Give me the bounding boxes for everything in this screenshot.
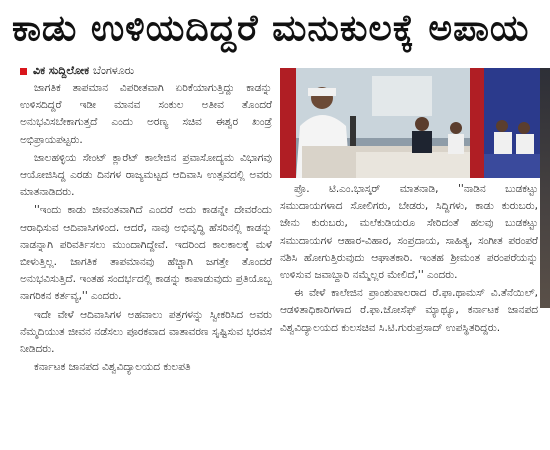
paragraph: ಈ ವೇಳೆ ಕಾಲೇಜಿನ ಪ್ರಾಂಶುಪಾಲರಾದ ರೆ.ಫಾ.ಥಾಮಸ್ ವಿ.ತೆನೆಯಿಲ್, ಆಡಳಿತಾಧಿಕಾರಿಗಳಾದ ರೆ.ಫಾ.ಜೋಸೆಫ್ ಮ್ಯಾಥ್ಯೂ, ಕರ್ನಾಟಕ ಜಾನಪದ ವಿಶ್ವವಿದ್ಯಾಲಯದ ಕುಲಸಚಿವ ಸಿ.ಟಿ.ಗುರುಪ್ರಸಾದ್ ಉಪಸ್ಥಿತರಿದ್ದರು. [280,287,538,334]
headline: ಕಾಡು ಉಳಿಯದಿದ್ದರೆ ಮನುಕುಲಕ್ಕೆ ಅಪಾಯ [12,8,530,49]
byline [20,64,134,78]
paragraph: ಪ್ರೊ. ಟಿ.ಎಂ.ಭಾಸ್ಕರ್ ಮಾತನಾಡಿ, ''ನಾಡಿನ ಬುಡಕಟ್ಟು ಸಮುದಾಯಗಳಾದ ಸೋಲಿಗರು, ಬೇಡರು, ಸಿದ್ದಿಗಳು, ಕಾಡು ಕುರುಬರು, ಜೇನು ಕುರುಬರು, ಮಲೆಕುಡಿಯರೂ ಸೇರಿದಂತೆ ಹಲವು ಬುಡಕಟ್ಟು ಸಮುದಾಯಗಳ ಆಹಾರ-ವಿಹಾರ, ಸಂಪ್ರದಾಯ, ಸಾಹಿತ್ಯ, ಸಂಗೀತ ಪರಂಪರೆ ನಶಿಸಿ ಹೋಗುತ್ತಿರುವುದು ಆಘಾತಕಾರಿ. ಇಂತಹ ಶ್ರೀಮಂತ ಪರಂಪರೆಯನ್ನು ಉಳಿಸುವ ಜವಾಬ್ದಾರಿ ನಮ್ಮೆಲ್ಲರ ಮೇಲಿದೆ,'' ಎಂದರು. [280,183,538,282]
adjacent-photo-edge [540,68,550,308]
paragraph: ಇದೇ ವೇಳೆ ಆದಿವಾಸಿಗಳ ಅಹವಾಲು ಪತ್ರಗಳನ್ನು ಸ್ವೀಕರಿಸಿದ ಅವರು ನೆಮ್ಮದಿಯುತ ಜೀವನ ನಡೆಸಲು ಪೂರಕವಾದ ವಾತಾವರಣ ಸೃಷ್ಟಿಸುವ ಭರವಸೆ ನೀಡಿದರು. [20,308,272,356]
article-column-2 [280,181,538,338]
byline-source: ವಿಕ ಸುದ್ದಿಲೋಕ [33,64,90,77]
event-photo-image [280,68,540,178]
paragraph: ಕರ್ನಾಟಕ ಜಾನಪದ ವಿಶ್ವವಿದ್ಯಾಲಯದ ಕುಲಪತಿ [34,361,191,374]
paragraph: ಜಾಗತಿಕ ತಾಪಮಾನ ವಿಪರೀತವಾಗಿ ಏರಿಕೆಯಾಗುತ್ತಿದ್ದು ಕಾಡನ್ನು ಉಳಿಸದಿದ್ದರೆ ಇಡೀ ಮಾನವ ಸಂಕುಲ ಅತೀವ ತೊಂದರೆ ಅನುಭವಿಸಬೇಕಾಗುತ್ತದೆ ಎಂದು ಅರಣ್ಯ ಸಚಿವ ಈಶ್ವರ ಖಂಡ್ರೆ ಅಭಿಪ್ರಾಯಪಟ್ಟರು. [20,82,272,146]
paragraph: ''ಇಂದು ಕಾಡು ಜೀವಂತವಾಗಿದೆ ಎಂದರೆ ಅದು ಕಾಡನ್ನೇ ದೇವರೆಂದು ಆರಾಧಿಸುವ ಆದಿವಾಸಿಗಳಿಂದ. ಆದರೆ, ನಾವು ಅಭಿವೃದ್ಧಿ ಹೆಸರಿನಲ್ಲಿ ಕಾಡನ್ನು ನಾಡನ್ನಾಗಿ ಪರಿವರ್ತಿಸಲು ಮುಂದಾಗಿದ್ದೇವೆ. ಇದರಿಂದ ಕಾಲಕಾಲಕ್ಕೆ ಮಳೆ ಬೀಳುತ್ತಿಲ್ಲ. ಜಾಗತಿಕ ತಾಪಮಾನವು ಹೆಚ್ಚಾಗಿ ಜಗತ್ತೇ ತೊಂದರೆ ಅನುಭವಿಸುತ್ತಿದೆ. ಇಂತಹ ಸಂದರ್ಭದಲ್ಲಿ ಕಾಡನ್ನು ಕಾಪಾಡುವುದು ಪ್ರತಿಯೊಬ್ಬ ನಾಗರಿಕನ ಕರ್ತವ್ಯ,'' ಎಂದರು. [20,204,272,303]
paragraph: ಜಾಲಹಳ್ಳಿಯ ಸೇಂಟ್ ಕ್ಲಾರೆಟ್ ಕಾಲೇಜಿನ ಪ್ರವಾಸೋದ್ಯಮ ವಿಭಾಗವು ಆಯೋಜಿಸಿದ್ದ ಎರಡು ದಿನಗಳ ರಾಜ್ಯಮಟ್ಟದ ಆದಿವಾಸಿ ಉತ್ಸವದಲ್ಲಿ ಅವರು ಮಾತನಾಡಿದರು. [20,151,272,199]
event-photo [280,68,540,178]
article-column-1 [20,80,272,377]
bullet-square-icon [20,68,27,75]
byline-place: ಬೆಂಗಳೂರು [93,64,135,77]
